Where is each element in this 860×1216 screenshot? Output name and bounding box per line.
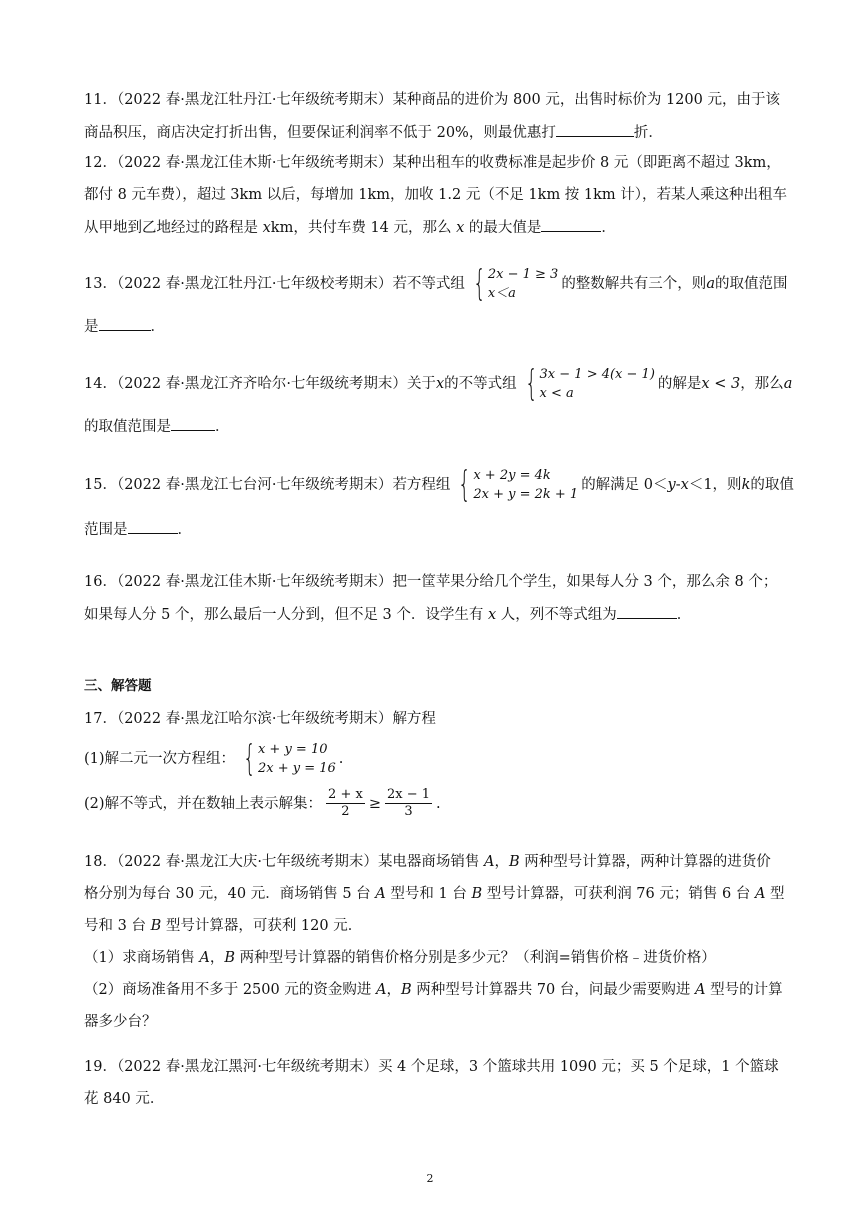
- q12-line-1: 12．（2022 春·黑龙江佳木斯·七年级统考期末）某种出租车的收费标准是起步价 8 元（即距离不超过 3km，: [84, 155, 781, 171]
- q18-line-1: 18．（2022 春·黑龙江大庆·七年级统考期末）某电器商场销售 A，B 两种型号计算器，两种计算器的进货价: [84, 854, 771, 870]
- q17-part-1: (1)解二元一次方程组： { x + y = 10 2x + y = 16 .: [84, 738, 344, 779]
- answer-blank: [617, 604, 677, 619]
- q15-line-1: 15．（2022 春·黑龙江七台河·七年级统考期末） 若方程组 { x + 2y = 4k 2x + y = 2k + 1 的解满足 0＜ y - x ＜1，则 k 的取值: [84, 464, 794, 505]
- question-16: [84, 572, 784, 625]
- equation-system: { x + y = 10 2x + y = 16: [243, 738, 336, 779]
- answer-blank: [541, 217, 601, 232]
- q18-line-3: 号和 3 台 B 型号计算器，可获利 120 元．: [84, 918, 363, 934]
- question-12: [84, 153, 788, 238]
- q18-subquestion-1: （1）求商场销售 A，B 两种型号计算器的销售价格分别是多少元？（利润=销售价格﹣进货价格）: [84, 950, 716, 966]
- page-number: 2: [426, 1172, 434, 1185]
- q14-line-2: 的取值范围是 ．: [84, 416, 784, 437]
- q12-line-2: 都付 8 元车费），超过 3km 以后，每增加 1km，加收 1.2 元（不足 1km 按 1km 计），若某人乘这种出租车: [84, 187, 788, 203]
- question-11: [84, 90, 784, 143]
- q16-line-1: 16．（2022 春·黑龙江佳木斯·七年级统考期末）把一筐苹果分给几个学生，如果每人分 3 个，那么余 8 个；: [84, 574, 778, 590]
- equation-system: { x + 2y = 4k 2x + y = 2k + 1: [458, 464, 579, 505]
- q18-subquestion-2-cont: 器多少台？: [84, 1014, 157, 1030]
- q19-line-2: 花 840 元．: [84, 1091, 165, 1107]
- q11-line-1: 11．（2022 春·黑龙江牡丹江·七年级统考期末）某种商品的进价为 800 元，出售时标价为 1200 元，由于该: [84, 92, 780, 108]
- q15-line-2: 范围是 ．: [84, 519, 784, 540]
- q11-line-2: 商品积压，商店决定打折出售，但要保证利润率不低于 20%，则最优惠打 折．: [84, 122, 784, 143]
- q12-line-3: 从甲地到乙地经过的路程是 xkm，共付车费 14 元，那么 x 的最大值是 ．: [84, 217, 784, 238]
- brace-icon: {: [458, 464, 472, 505]
- q17-line-1: 17．（2022 春·黑龙江哈尔滨·七年级统考期末）解方程: [84, 711, 436, 727]
- answer-blank: [171, 416, 215, 431]
- question-14: [84, 363, 793, 437]
- q17-part-2: (2)解不等式，并在数轴上表示解集： $\frac{2 + x}{2}$ ≥ $\frac{2x - 1}{3}$ .: [84, 787, 441, 819]
- question-19: [84, 1057, 784, 1109]
- q14-line-1: 14．（2022 春·黑龙江齐齐哈尔·七年级统考期末） 关于 x 的不等式组 { 3x − 1 > 4(x − 1) x < a 的解是 x < 3 ，那么 a: [84, 363, 793, 404]
- q16-line-2: 如果每人分 5 个，那么最后一人分到，但不足 3 个．设学生有 x 人，列不等式组为 ．: [84, 604, 784, 625]
- q18-subquestion-2: （2）商场准备用不多于 2500 元的资金购进 A，B 两种型号计算器共 70 台，问最少需要购进 A 型号的计算: [84, 982, 783, 998]
- q19-line-1: 19．（2022 春·黑龙江黑河·七年级统考期末）买 4 个足球，3 个篮球共用 1090 元；买 5 个足球，1 个篮球: [84, 1059, 779, 1075]
- fraction: $\frac{2x - 1}{3}$: [386, 787, 430, 819]
- question-18: [84, 852, 784, 1032]
- question-13: [84, 263, 788, 337]
- brace-icon: {: [524, 363, 538, 404]
- section-heading: 三、解答题: [84, 678, 152, 694]
- brace-icon: {: [243, 738, 256, 779]
- brace-icon: {: [473, 263, 486, 304]
- question-17: [84, 709, 784, 820]
- q13-line-1: 13．（2022 春·黑龙江牡丹江·七年级校考期末） 若不等式组 { 2x − 1 ≥ 3 x＜a 的整数解共有三个，则 a 的取值范围: [84, 263, 788, 304]
- answer-blank: [556, 122, 634, 137]
- inequality-system: { 3x − 1 > 4(x − 1) x < a: [524, 363, 655, 404]
- fraction: $\frac{2 + x}{2}$: [328, 787, 363, 819]
- answer-blank: [128, 519, 178, 534]
- question-15: [84, 464, 794, 540]
- q18-line-2: 格分别为每台 30 元，40 元．商场销售 5 台 A 型号和 1 台 B 型号计算器，可获利润 76 元；销售 6 台 A 型: [84, 886, 785, 902]
- q13-line-2: 是 ．: [84, 316, 784, 337]
- answer-blank: [99, 316, 151, 331]
- inequality-system: { 2x − 1 ≥ 3 x＜a: [473, 263, 559, 304]
